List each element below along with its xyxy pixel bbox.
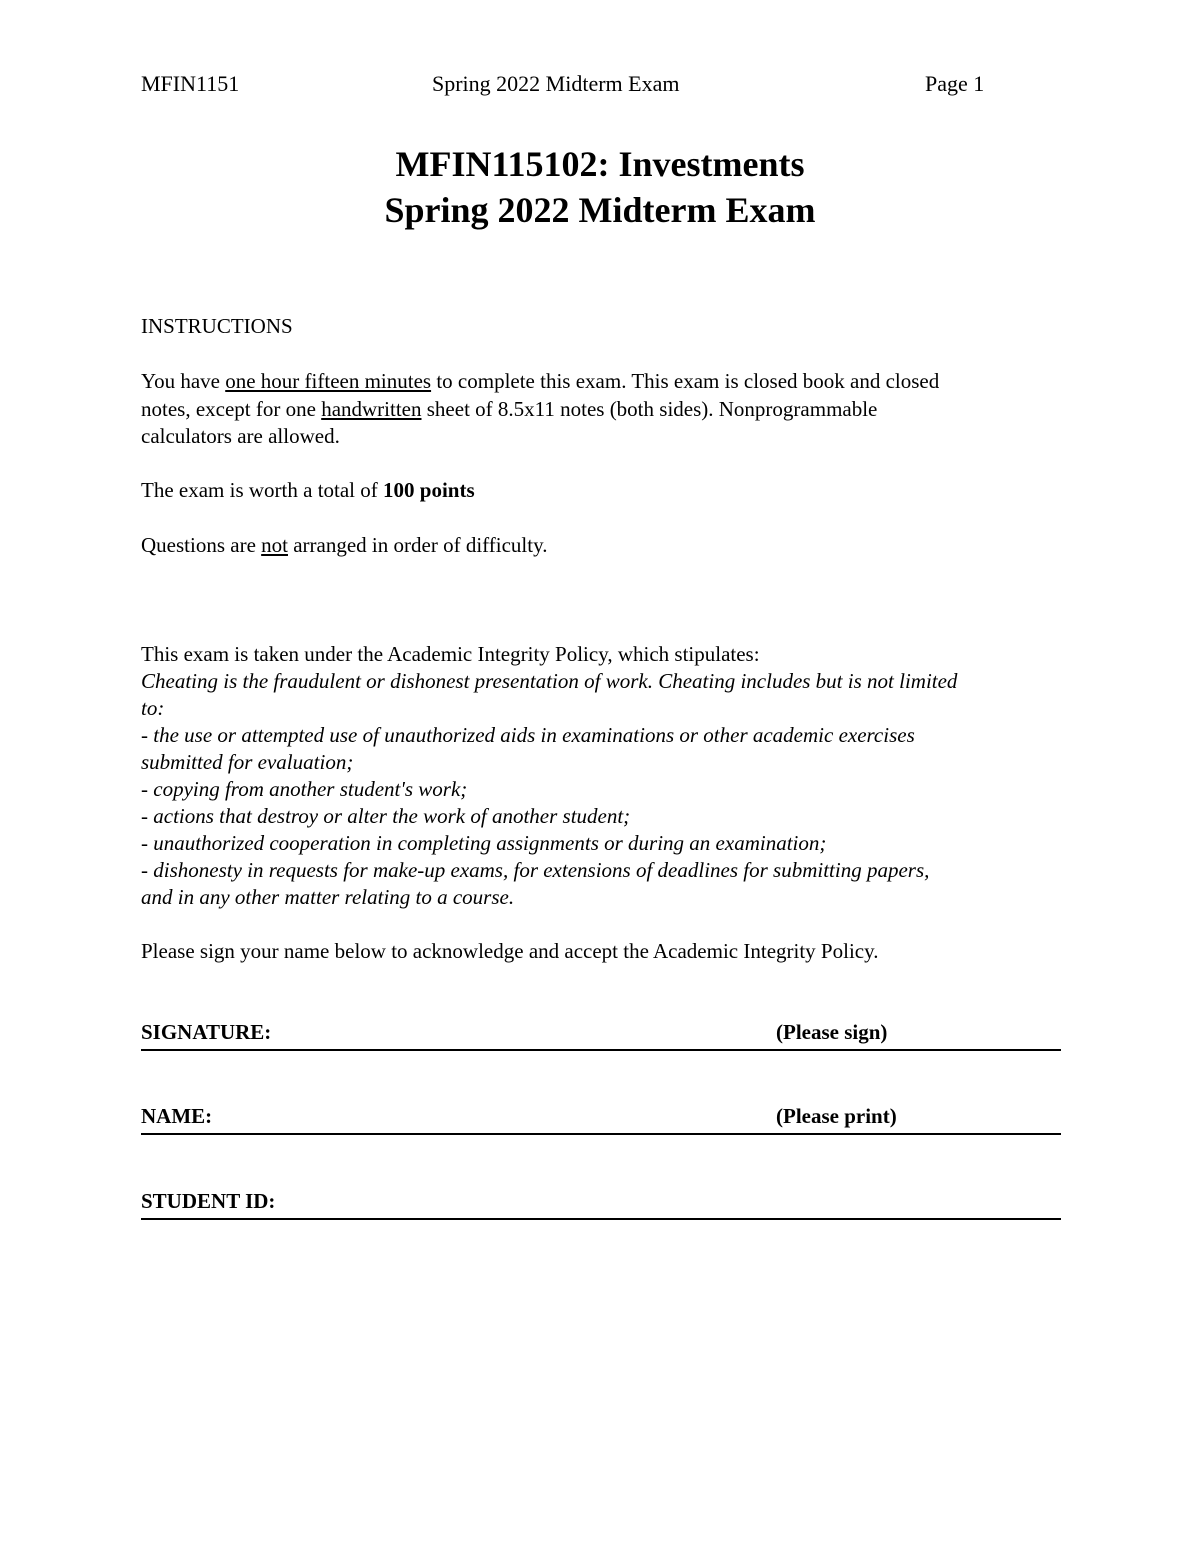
header-course-code: MFIN1151 [141, 71, 240, 96]
policy-line: - actions that destroy or alter the work of another student; [141, 804, 631, 828]
student-id-label: STUDENT ID: [141, 1189, 276, 1213]
policy-line: to: [141, 696, 165, 720]
text-segment: arranged in order of difficulty. [287, 533, 548, 557]
policy-intro: This exam is taken under the Academic Integrity Policy, which stipulates: [141, 642, 760, 666]
policy-line: Cheating is the fraudulent or dishonest presentation of work. Cheating includes but is not limited [141, 669, 958, 693]
text-segment: to complete this exam. This exam is closed book and closed [431, 369, 940, 393]
instructions-calculators-line: calculators are allowed. [141, 424, 340, 448]
text-segment: The exam is worth a total of [141, 478, 384, 502]
instructions-points-line [141, 477, 475, 504]
text-segment: notes, except for one [141, 397, 322, 421]
policy-line: submitted for evaluation; [141, 750, 354, 774]
instructions-difficulty-line [141, 532, 547, 559]
instructions-heading: INSTRUCTIONS [141, 314, 293, 338]
policy-line: - the use or attempted use of unauthorized aids in examinations or other academic exercises [141, 723, 915, 747]
page-title: MFIN115102: Investments [395, 144, 805, 184]
text-segment: Questions are [141, 533, 262, 557]
name-label: NAME: [141, 1104, 213, 1128]
instructions-notes-line [141, 396, 877, 423]
instructions-time-line [141, 368, 939, 395]
header-page-number: Page 1 [925, 71, 985, 96]
page-subtitle: Spring 2022 Midterm Exam [384, 190, 816, 230]
policy-line: - dishonesty in requests for make-up exams, for extensions of deadlines for submitting papers, [141, 858, 930, 882]
text-segment: sheet of 8.5x11 notes (both sides). Nonprogrammable [421, 397, 878, 421]
policy-line: - copying from another student's work; [141, 777, 468, 801]
header-exam-name: Spring 2022 Midterm Exam [432, 71, 680, 96]
student-id-field[interactable] [141, 1188, 1061, 1220]
name-hint: (Please print) [776, 1104, 897, 1128]
handwritten-emphasis: handwritten [321, 397, 422, 421]
signature-hint: (Please sign) [776, 1020, 888, 1044]
text-segment: You have [141, 369, 226, 393]
name-field[interactable] [141, 1103, 1061, 1135]
policy-acknowledge: Please sign your name below to acknowledge and accept the Academic Integrity Policy. [141, 939, 879, 963]
policy-line: and in any other matter relating to a course. [141, 885, 515, 909]
total-points: 100 points [383, 478, 475, 502]
signature-label: SIGNATURE: [141, 1020, 272, 1044]
not-emphasis: not [261, 533, 288, 557]
signature-field[interactable] [141, 1019, 1061, 1051]
time-limit: one hour fifteen minutes [225, 369, 432, 393]
policy-line: - unauthorized cooperation in completing assignments or during an examination; [141, 831, 827, 855]
